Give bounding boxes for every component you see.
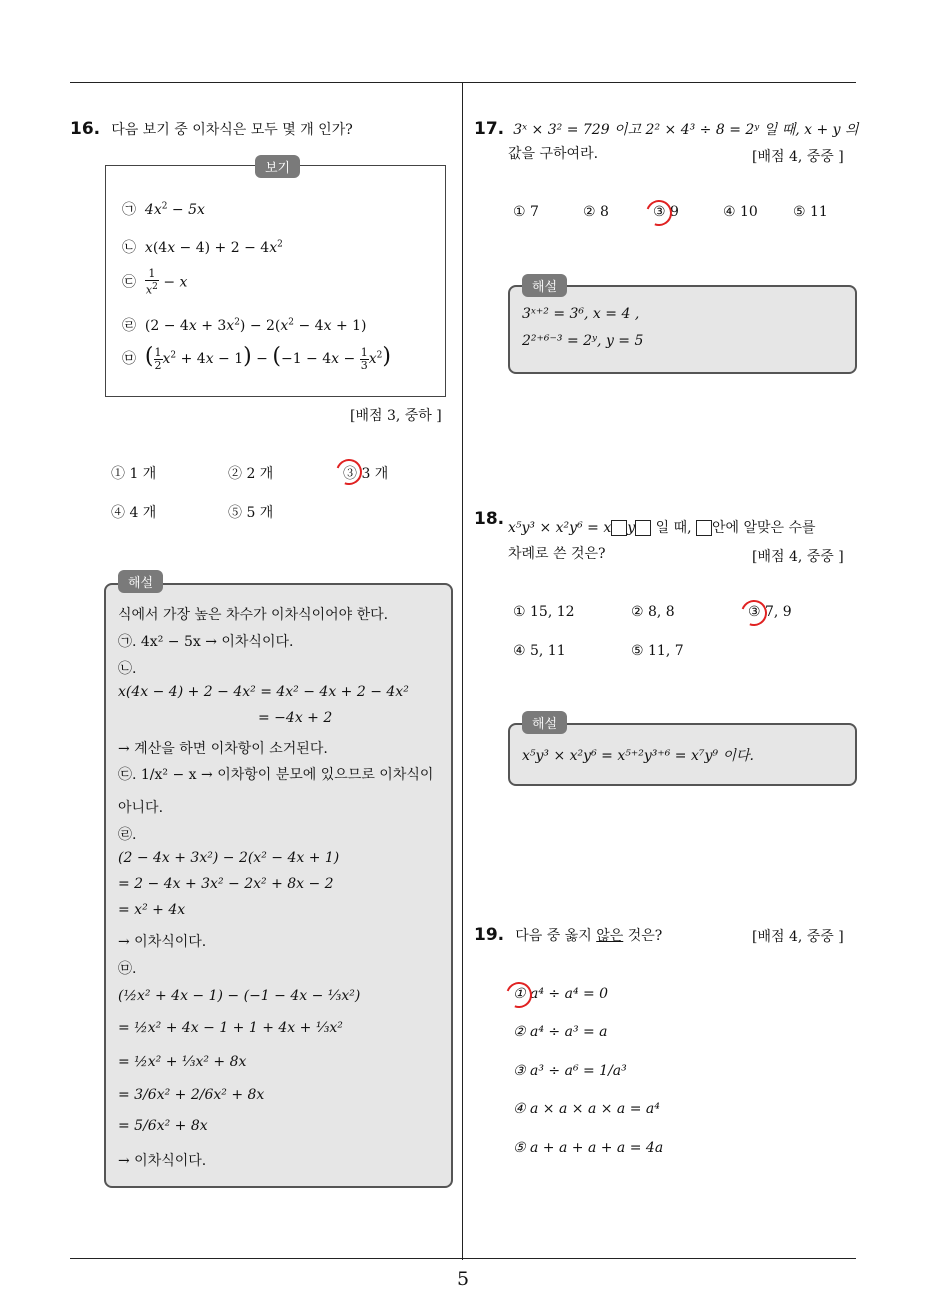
question-text-pre: 다음 중 옳지 xyxy=(515,928,597,944)
q18-expr-post: 일 때, xyxy=(651,520,696,536)
blank-box xyxy=(696,520,712,536)
question-18 xyxy=(474,509,504,529)
q17-choice-2[interactable]: ② 8 xyxy=(583,204,609,220)
question-19 xyxy=(474,922,662,950)
q18-choice-4[interactable]: ④ 5, 11 xyxy=(513,643,566,659)
q16-sol-line-14: ㉤. xyxy=(118,961,137,977)
q17-choice-3[interactable]: ③ 9 xyxy=(653,204,679,220)
q18-choice-5[interactable]: ⑤ 11, 7 xyxy=(631,643,684,659)
q18-score: [배점 4, 중중 ] xyxy=(752,549,844,565)
bogi-item-1: ㉠ $4x^2 - 5x$ xyxy=(122,201,205,218)
question-text-underlined: 않은 xyxy=(596,928,624,944)
q16-choice-2[interactable]: ② 2 개 xyxy=(228,466,274,482)
top-rule xyxy=(70,82,856,83)
question-16 xyxy=(70,116,353,144)
q17-solution-box xyxy=(508,285,857,374)
q16-sol-line-9: ㉣. xyxy=(118,827,137,843)
question-number: 19. xyxy=(474,925,505,945)
q16-sol-line-3: ㉡. xyxy=(118,661,137,677)
q18-choice-3[interactable]: ③ 7, 9 xyxy=(748,604,792,620)
q18-choice-1[interactable]: ① 15, 12 xyxy=(513,604,575,620)
q17-score: [배점 4, 중중 ] xyxy=(752,149,844,165)
q16-sol-line-2: ㉠. 4x² − 5x → 이차식이다. xyxy=(118,634,294,650)
bogi-label: 보기 xyxy=(255,155,300,178)
question-text: 다음 보기 중 이차식은 모두 몇 개 인가? xyxy=(111,122,353,138)
q16-answer-mark-icon xyxy=(332,455,367,490)
q16-sol-line-20: → 이차식이다. xyxy=(118,1153,207,1169)
q16-sol-line-19: = 5/6x² + 8x xyxy=(118,1118,208,1134)
bogi-item-2: ㉡ $x(4x - 4) + 2 - 4x^2$ xyxy=(122,239,283,256)
q16-sol-line-4: x(4x − 4) + 2 − 4x² = 4x² − 4x + 2 − 4x² xyxy=(118,684,409,700)
q16-sol-line-5: = −4x + 2 xyxy=(258,710,333,726)
q16-score: [배점 3, 중하 ] xyxy=(350,408,442,424)
q16-choice-5[interactable]: ⑤ 5 개 xyxy=(228,505,274,521)
page-number: 5 xyxy=(456,1268,470,1290)
question-number: 17. xyxy=(474,119,505,139)
q19-score: [배점 4, 중중 ] xyxy=(752,929,844,945)
bogi-item-4: ㉣ $(2 - 4x + 3x^2) - 2(x^2 - 4x + 1)$ xyxy=(122,317,367,334)
question-text-line2: 값을 구하여라. xyxy=(508,146,599,162)
question-text-line1 xyxy=(508,514,816,542)
q18-expr-end: 안에 알맞은 수를 xyxy=(712,520,816,536)
q17-solution-label: 해설 xyxy=(522,274,567,297)
q16-sol-line-12: = x² + 4x xyxy=(118,902,186,918)
q16-sol-line-7: ㉢. 1/x² − x → 이차항이 분모에 있으므로 이차식이 xyxy=(118,767,434,783)
q17-sol-line-2: 2²⁺⁶⁻³ = 2ʸ, y = 5 xyxy=(522,333,644,349)
q18-sol-line-1: x⁵y³ × x²y⁶ = x⁵⁺²y³⁺⁶ = x⁷y⁹ 이다. xyxy=(522,748,754,764)
q19-choice-3[interactable]: ③ a³ ÷ a⁶ = 1/a³ xyxy=(513,1063,627,1079)
q18-expr-mid: y xyxy=(627,520,636,536)
q16-choice-1[interactable]: ① 1 개 xyxy=(111,466,157,482)
q16-sol-line-6: → 계산을 하면 이차항이 소거된다. xyxy=(118,741,328,757)
q17-choice-5[interactable]: ⑤ 11 xyxy=(793,204,828,220)
blank-box xyxy=(611,520,627,536)
q16-sol-line-13: → 이차식이다. xyxy=(118,934,207,950)
q18-answer-mark-icon xyxy=(737,596,772,631)
q16-solution-label: 해설 xyxy=(118,570,163,593)
q16-sol-line-1: 식에서 가장 높은 차수가 이차식이어야 한다. xyxy=(118,607,389,623)
question-text-post: 것은? xyxy=(623,928,663,944)
q19-choice-4[interactable]: ④ a × a × a × a = a⁴ xyxy=(513,1101,660,1117)
q16-choice-3[interactable]: ③ 3 개 xyxy=(343,466,389,482)
column-divider xyxy=(462,83,463,1260)
q19-choice-5[interactable]: ⑤ a + a + a + a = 4a xyxy=(513,1140,664,1156)
q17-sol-line-1: 3ˣ⁺² = 3⁶, x = 4 , xyxy=(522,306,640,322)
question-number: 18. xyxy=(474,509,505,529)
q16-sol-line-17: = ½x² + ⅓x² + 8x xyxy=(118,1054,247,1070)
q16-sol-line-15: (½x² + 4x − 1) − (−1 − 4x − ⅓x²) xyxy=(118,988,361,1004)
question-text-line1: 3ˣ × 3² = 729 이고 2² × 4³ ÷ 8 = 2ʸ 일 때, x + y 의 xyxy=(513,122,859,138)
q16-sol-line-8: 아니다. xyxy=(118,800,164,816)
q18-expr-pre: x⁵y³ × x²y⁶ = x xyxy=(508,520,612,536)
q16-sol-line-18: = 3/6x² + 2/6x² + 8x xyxy=(118,1087,265,1103)
q18-choice-2[interactable]: ② 8, 8 xyxy=(631,604,675,620)
question-text-line2: 차례로 쓴 것은? xyxy=(508,546,606,562)
bogi-item-3: ㉢ $\frac{1}{x^2}$ − x xyxy=(122,267,188,297)
q18-solution-label: 해설 xyxy=(522,711,567,734)
q17-answer-mark-icon xyxy=(642,196,677,231)
q19-choice-1[interactable]: ① a⁴ ÷ a⁴ = 0 xyxy=(513,986,609,1002)
q17-choice-1[interactable]: ① 7 xyxy=(513,204,539,220)
q19-answer-mark-icon xyxy=(502,978,537,1013)
q19-choice-2[interactable]: ② a⁴ ÷ a³ = a xyxy=(513,1024,608,1040)
q16-sol-line-11: = 2 − 4x + 3x² − 2x² + 8x − 2 xyxy=(118,876,334,892)
blank-box xyxy=(635,520,651,536)
q17-choice-4[interactable]: ④ 10 xyxy=(723,204,758,220)
question-number: 16. xyxy=(70,119,101,139)
q16-choice-4[interactable]: ④ 4 개 xyxy=(111,505,157,521)
bottom-rule xyxy=(70,1258,856,1259)
bogi-item-5: ㉤ ( $\frac{1}{2}$ $x^2 + 4x - 1) - (-1 - 4x$ − $\frac{1}{3}$ $x^2$) xyxy=(122,344,391,372)
q16-sol-line-10: (2 − 4x + 3x²) − 2(x² − 4x + 1) xyxy=(118,850,340,866)
q16-sol-line-16: = ½x² + 4x − 1 + 1 + 4x + ⅓x² xyxy=(118,1020,343,1036)
